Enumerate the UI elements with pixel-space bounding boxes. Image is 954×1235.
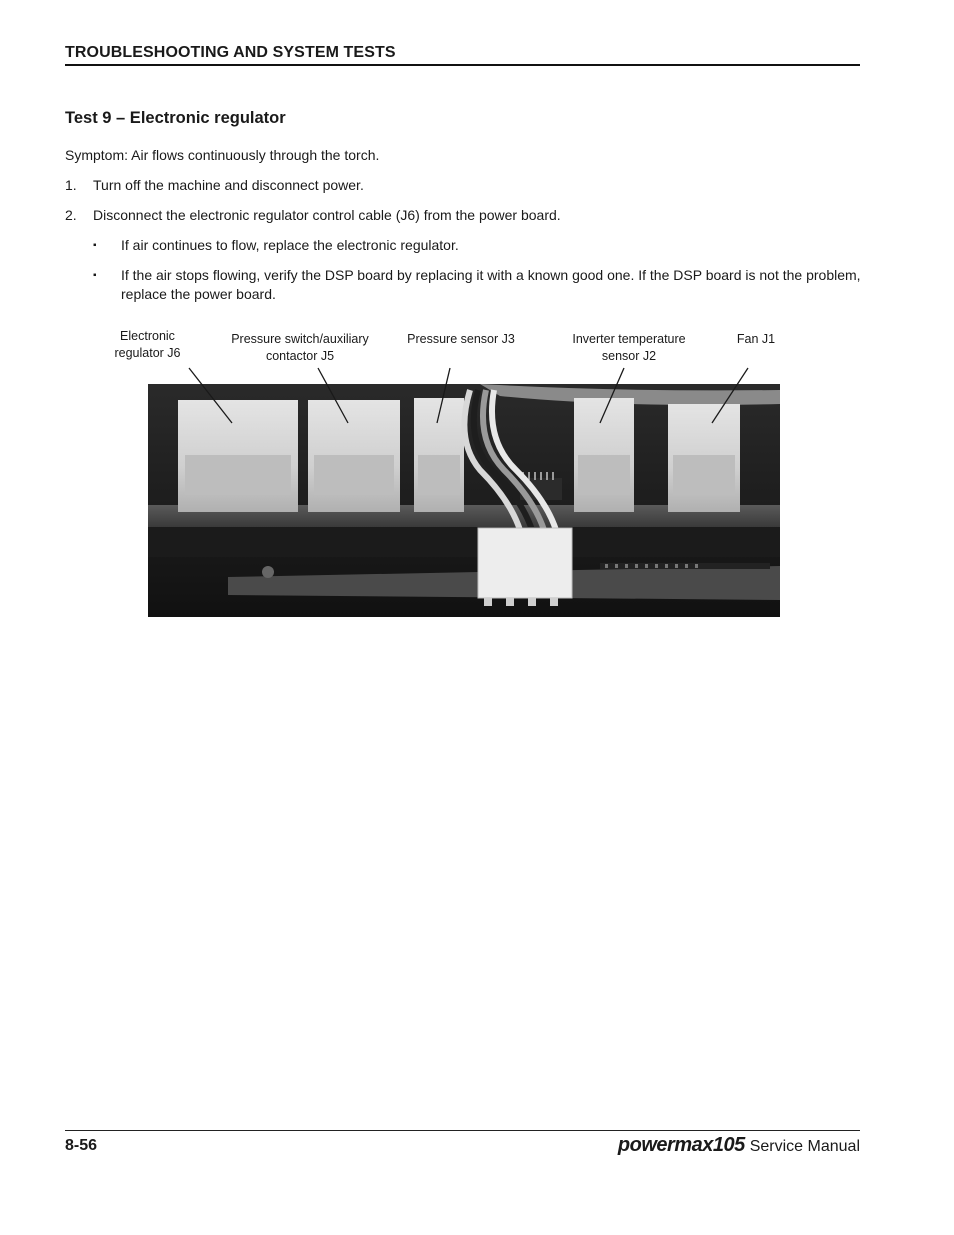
step-text: Turn off the machine and disconnect power. [93,177,364,193]
step-number: 2. [65,207,77,223]
callout-inverter-temp-sensor: Inverter temperature sensor J2 [572,332,686,363]
step-text: Disconnect the electronic regulator control cable (J6) from the power board. [93,207,561,223]
page-number: 8-56 [65,1137,98,1154]
footer-brand [618,1134,860,1157]
footer-rule [65,1130,860,1131]
step-number: 1. [65,177,77,193]
bullet-text: If the air stops flowing, verify the DSP board by replacing it with a known good one. If the DSP board is not the problem, replace the power board. [121,267,861,302]
connector-j1 [668,404,740,512]
callout-fan: Fan J1 [736,332,776,346]
callout-pressure-sensor: Pressure sensor J3 [407,332,515,346]
connector-j6 [178,400,298,512]
bullet-mark: ▪ [93,240,97,251]
callout-electronic-regulator: Electronic regulator J6 [114,329,181,360]
bullet-mark: ▪ [93,270,97,281]
symptom-text: Symptom: Air flows continuously through the torch. [65,147,380,163]
bullet-text: If air continues to flow, replace the electronic regulator. [121,237,459,253]
connector-j5 [308,400,400,512]
brand-logo-text: powermax105 [617,1134,745,1156]
test-title: Test 9 – Electronic regulator [65,109,286,127]
callout-pressure-switch: Pressure switch/auxiliary contactor J5 [231,332,369,363]
section-title: TROUBLESHOOTING AND SYSTEM TESTS [65,44,396,61]
brand-suffix: Service Manual [749,1138,860,1155]
